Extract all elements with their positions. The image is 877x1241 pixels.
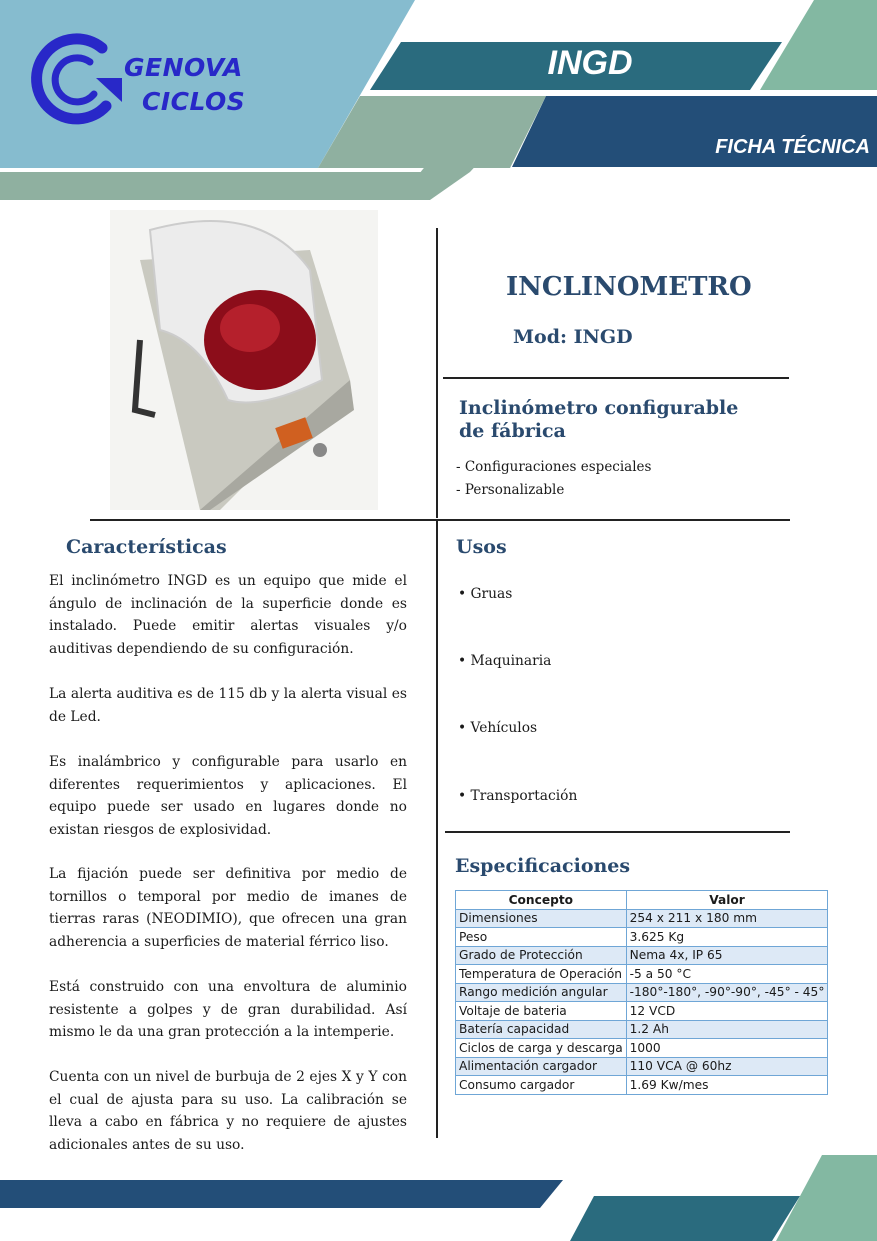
uso-item: • Vehículos bbox=[458, 720, 538, 736]
caracteristicas-paragraph: Cuenta con un nivel de burbuja de 2 ejes X y Y con el cual de ajusta para su uso. La calibración se lleva a cabo en fábrica y no requiere de ajustes adicionales antes de su uso. bbox=[49, 1069, 407, 1153]
feature-item: - Configuraciones especiales bbox=[456, 459, 652, 475]
header-banner bbox=[0, 0, 877, 210]
divider bbox=[445, 831, 790, 833]
table-row bbox=[456, 909, 828, 928]
product-model: Mod: INGD bbox=[513, 326, 633, 348]
uso-item: • Maquinaria bbox=[458, 653, 552, 669]
caracteristicas-paragraph: Está construido con una envoltura de aluminio resistente a golpes y de gran durabilidad. Así mismo le da una gran protección a la intemperie. bbox=[49, 979, 407, 1041]
column-header: Concepto bbox=[456, 891, 627, 910]
brand-line1: GENOVA bbox=[124, 53, 243, 82]
spec-value: 1.2 Ah bbox=[626, 1020, 828, 1039]
spec-concept: Temperatura de Operación bbox=[456, 965, 627, 984]
table-row bbox=[456, 928, 828, 947]
table-row bbox=[456, 946, 828, 965]
spec-concept: Ciclos de carga y descarga bbox=[456, 1039, 627, 1058]
table-row bbox=[456, 965, 828, 984]
spec-concept: Rango medición angular bbox=[456, 983, 627, 1002]
caracteristicas-heading: Características bbox=[66, 536, 227, 558]
spec-value: 254 x 211 x 180 mm bbox=[626, 909, 828, 928]
table-row bbox=[456, 1057, 828, 1076]
especificaciones-heading: Especificaciones bbox=[455, 855, 631, 877]
sheet-label: FICHA TÉCNICA bbox=[715, 136, 870, 158]
table-header-row bbox=[456, 891, 828, 910]
product-code: INGD bbox=[547, 44, 633, 82]
caracteristicas-paragraph: La alerta auditiva es de 115 db y la alerta visual es de Led. bbox=[49, 686, 407, 725]
caracteristicas-paragraph: El inclinómetro INGD es un equipo que mide el ángulo de inclinación de la superficie donde es instalado. Puede emitir alertas visuales y/o auditivas dependiendo de su configuración. bbox=[49, 573, 407, 657]
spec-concept: Peso bbox=[456, 928, 627, 947]
spec-concept: Voltaje de bateria bbox=[456, 1002, 627, 1021]
uso-item: • Gruas bbox=[458, 586, 513, 602]
spec-value: 1.69 Kw/mes bbox=[626, 1076, 828, 1095]
spec-value: Nema 4x, IP 65 bbox=[626, 946, 828, 965]
divider bbox=[443, 377, 789, 379]
spec-value: 12 VCD bbox=[626, 1002, 828, 1021]
table-row bbox=[456, 1039, 828, 1058]
divider-vertical-bottom bbox=[436, 520, 438, 1138]
caracteristicas-paragraph: La fijación puede ser definitiva por medio de tornillos o temporal por medio de imanes de tierras raras (NEODIMIO), que ofrecen una gran adherencia a superficies de material férrico liso. bbox=[49, 866, 407, 950]
product-tagline: Inclinómetro configurable de fábrica bbox=[459, 397, 739, 442]
column-header: Valor bbox=[626, 891, 828, 910]
table-row bbox=[456, 1020, 828, 1039]
product-title: INCLINOMETRO bbox=[506, 272, 752, 302]
spec-concept: Alimentación cargador bbox=[456, 1057, 627, 1076]
uso-item: • Transportación bbox=[458, 788, 578, 804]
inclinometer-photo bbox=[110, 210, 378, 510]
caracteristicas-paragraph: Es inalámbrico y configurable para usarlo en diferentes requerimientos y aplicaciones. El equipo puede ser usado en lugares donde no existan riesgos de explosividad. bbox=[49, 754, 407, 838]
table-row bbox=[456, 983, 828, 1002]
genova-ciclos-logo-icon bbox=[24, 32, 124, 126]
spec-value: -180°-180°, -90°-90°, -45° - 45° bbox=[626, 983, 828, 1002]
table-row bbox=[456, 1076, 828, 1095]
spec-concept: Dimensiones bbox=[456, 909, 627, 928]
spec-concept: Grado de Protección bbox=[456, 946, 627, 965]
table-row bbox=[456, 1002, 828, 1021]
spec-value: 1000 bbox=[626, 1039, 828, 1058]
divider-vertical-top bbox=[436, 228, 438, 518]
divider bbox=[90, 519, 790, 521]
spec-value: 3.625 Kg bbox=[626, 928, 828, 947]
brand-line2: CICLOS bbox=[142, 87, 246, 116]
spec-value: -5 a 50 °C bbox=[626, 965, 828, 984]
spec-concept: Consumo cargador bbox=[456, 1076, 627, 1095]
spec-table bbox=[455, 890, 828, 1095]
spec-concept: Batería capacidad bbox=[456, 1020, 627, 1039]
footer-banner bbox=[0, 1150, 877, 1241]
feature-item: - Personalizable bbox=[456, 482, 565, 498]
usos-heading: Usos bbox=[456, 536, 507, 558]
spec-value: 110 VCA @ 60hz bbox=[626, 1057, 828, 1076]
